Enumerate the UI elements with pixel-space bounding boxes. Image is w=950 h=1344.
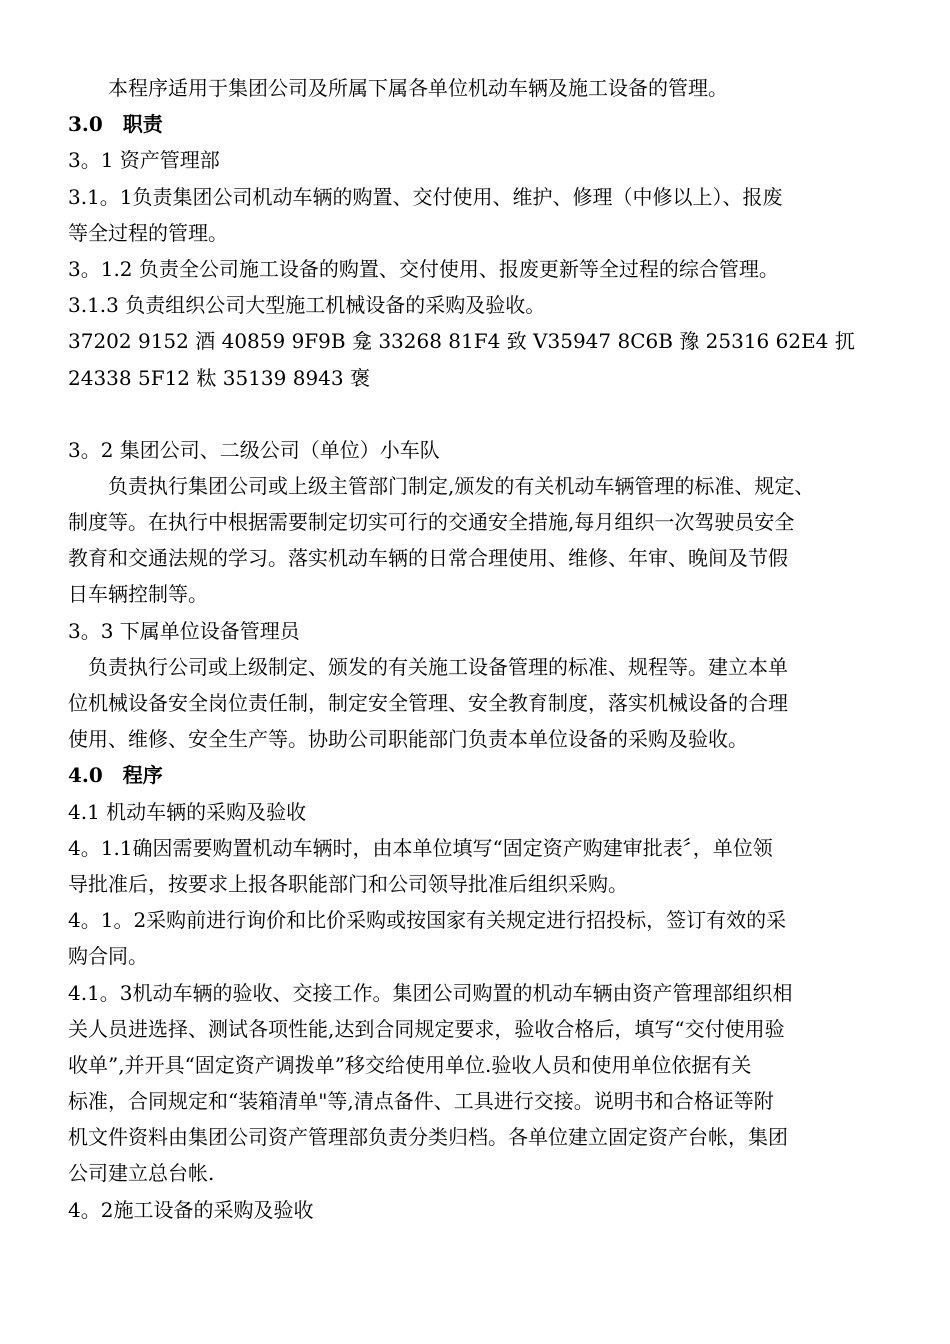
text-line: 3.1.3 负责组织公司大型施工机械设备的采购及验收。 bbox=[68, 293, 546, 318]
section-heading: 4.0 程序 bbox=[68, 763, 163, 788]
blank-line bbox=[68, 396, 888, 432]
text-line: 公司建立总台帐. bbox=[68, 1161, 215, 1186]
text-line: 4。1。2采购前进行询价和比价采购或按国家有关规定进行招投标，签订有效的采 bbox=[68, 908, 787, 933]
text-line: 4。1.1确因需要购置机动车辆时，由本单位填写“固定资产购建审批表〞，单位领 bbox=[68, 835, 773, 860]
text-line: 位机械设备安全岗位责任制，制定安全管理、安全教育制度，落实机械设备的合理 bbox=[68, 691, 788, 715]
subsection-heading: 3。3 下属单位设备管理员 bbox=[68, 618, 300, 643]
text-line: 机文件资料由集团公司资产管理部负责分类归档。各单位建立固定资产台帐，集团 bbox=[68, 1125, 788, 1150]
text-line: 等全过程的管理。 bbox=[68, 220, 228, 245]
subsection-heading: 3。1 资产管理部 bbox=[68, 148, 220, 173]
text-line: 3.1。1负责集团公司机动车辆的购置、交付使用、维护、修理（中修以上）、报废 bbox=[68, 184, 783, 209]
subsection-heading: 4。2施工设备的采购及验收 bbox=[68, 1197, 314, 1222]
text-line: 日车辆控制等。 bbox=[68, 582, 208, 607]
text-line: 制度等。在执行中根据需要制定切实可行的交通安全措施,每月组织一次驾驶员安全 bbox=[68, 510, 795, 535]
text-line: 本程序适用于集团公司及所属下属各单位机动车辆及施工设备的管理。 bbox=[68, 76, 728, 100]
code-line: 37202 9152 酒 40859 9F9B 龛 33268 81F4 致 V35947 8C6B 豫 25316 62E4 扤 bbox=[68, 329, 855, 354]
subsection-heading: 3。2 集团公司、二级公司（单位）小车队 bbox=[68, 437, 440, 462]
document-page bbox=[68, 70, 888, 1228]
text-line: 使用、维修、安全生产等。协助公司职能部门负责本单位设备的采购及验收。 bbox=[68, 727, 748, 752]
text-line: 关人员进选择、测试各项性能,达到合同规定要求，验收合格后，填写“交付使用验 bbox=[68, 1016, 785, 1041]
text-line: 负责执行公司或上级制定、颁发的有关施工设备管理的标准、规程等。建立本单 bbox=[68, 654, 788, 679]
text-line: 导批准后，按要求上报各职能部门和公司领导批准后组织采购。 bbox=[68, 871, 628, 896]
text-line: 标准，合同规定和“装箱清单"等,清点备件、工具进行交接。说明书和合格证等附 bbox=[68, 1089, 774, 1114]
text-line: 负责执行集团公司或上级主管部门制定,颁发的有关机动车辆管理的标准、规定、 bbox=[68, 473, 815, 498]
text-line: 购合同。 bbox=[68, 944, 148, 969]
text-line: 教育和交通法规的学习。落实机动车辆的日常合理使用、维修、年审、晚间及节假 bbox=[68, 546, 788, 571]
text-line: 4.1。3机动车辆的验收、交接工作。集团公司购置的机动车辆由资产管理部组织相 bbox=[68, 980, 793, 1005]
subsection-heading: 4.1 机动车辆的采购及验收 bbox=[68, 799, 307, 824]
section-heading: 3.0 职责 bbox=[68, 112, 163, 137]
code-line: 24338 5F12 粏 35139 8943 褒 bbox=[68, 365, 370, 390]
text-line: 收单”,并开具“固定资产调拨单”移交给使用单位.验收人员和使用单位依据有关 bbox=[68, 1052, 752, 1077]
text-line: 3。1.2 负责全公司施工设备的购置、交付使用、报废更新等全过程的综合管理。 bbox=[68, 256, 779, 281]
